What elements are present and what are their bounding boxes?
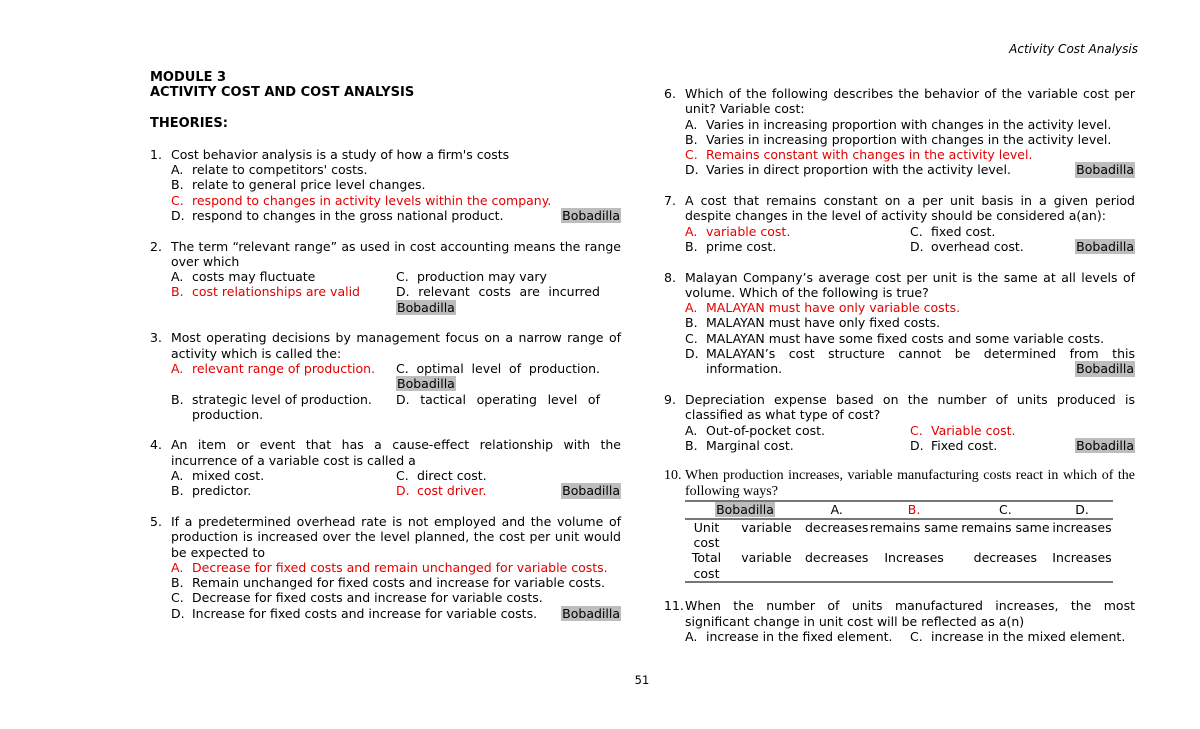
q10-col-a: A. (805, 501, 868, 518)
q6-option-d: D. Varies in direct proportion with the activity level. Bobadilla (685, 162, 1134, 178)
q9-option-a: A. Out-of-pocket cost. (685, 422, 826, 438)
page-number: 51 (634, 673, 650, 687)
q1-option-b: B. relate to general price level changes. (171, 177, 426, 193)
module-label: MODULE 3 (150, 70, 227, 85)
bobadilla-badge: Bobadilla (562, 605, 620, 621)
bobadilla-badge: Bobadilla (1076, 437, 1134, 453)
q4-option-d-answer: D. cost driver. Bobadilla (396, 483, 620, 499)
table-row: Total cost variable decreases Increases decreases Increases (685, 550, 1113, 582)
question-1: 1. Cost behavior analysis is a study of how a firm's costs (150, 146, 510, 162)
q5-option-c: C. Decrease for fixed costs and increase for variable costs. (171, 590, 543, 606)
q8-option-d: D. MALAYAN’s cost structure cannot be determined from this information. Bobadilla (685, 346, 1135, 377)
bobadilla-badge: Bobadilla (716, 502, 774, 518)
q2-option-b-answer: B. cost relationships are valid (171, 284, 360, 300)
q3-option-d: D. tactical operating level of (396, 391, 600, 407)
section-heading: THEORIES: (150, 116, 228, 132)
q7-option-d: D. overhead cost. Bobadilla (910, 238, 1134, 254)
q7-option-c: C. fixed cost. (910, 223, 996, 239)
question-11: 11. When the number of units manufactured increases, the most significant change in unit cost will be reflected as a(n) (664, 598, 1135, 629)
q7-option-a-answer: A. variable cost. (685, 223, 791, 239)
q5-option-d: D. Increase for fixed costs and increase for variable costs. Bobadilla (171, 605, 620, 621)
q11-option-a: A. increase in the fixed element. (685, 628, 893, 644)
q1-option-d: D. respond to changes in the gross national product. Bobadilla (171, 208, 620, 223)
q8-option-c: C. MALAYAN must have some fixed costs and some variable costs. (685, 330, 1105, 346)
q4-option-c: C. direct cost. (396, 468, 487, 484)
q8-option-b: B. MALAYAN must have only fixed costs. (685, 315, 941, 331)
q6-option-b: B. Varies in increasing proportion with changes in the activity level. (685, 131, 1112, 147)
question-4: 4. An item or event that has a cause-effect relationship with the incurrence of a variable cost is called a (150, 437, 621, 468)
q10-col-d: D. (1051, 501, 1113, 518)
question-2: 2. The term “relevant range” as used in cost accounting means the range over which (150, 238, 621, 269)
q9-option-c-answer: C. Variable cost. (910, 422, 1016, 438)
module-title: ACTIVITY COST AND COST ANALYSIS (150, 85, 415, 101)
q10-table-header (685, 501, 1113, 518)
q1-option-a: A. relate to competitors' costs. (171, 162, 368, 178)
q2-option-d: D. relevant costs are incurred Bobadilla (396, 284, 600, 315)
q9-option-b: B. Marginal cost. (685, 437, 794, 453)
q9-option-d: D. Fixed cost. Bobadilla (910, 437, 1134, 453)
bobadilla-badge: Bobadilla (1076, 238, 1134, 254)
bobadilla-badge: Bobadilla (1076, 162, 1134, 178)
q2-option-c: C. production may vary (396, 269, 547, 285)
q5-option-b: B. Remain unchanged for fixed costs and increase for variable costs. (171, 575, 605, 591)
q11-option-c: C. increase in the mixed element. (910, 628, 1126, 644)
q4-option-b: B. predictor. (171, 483, 252, 499)
q6-option-c-answer: C. Remains constant with changes in the activity level. (685, 147, 1033, 163)
running-header: Activity Cost Analysis (1009, 42, 1138, 56)
q4-option-a: A. mixed cost. (171, 468, 265, 484)
question-5: 5. If a predetermined overhead rate is not employed and the volume of production is increased over the level planned, the cost per unit would be expected to (150, 513, 621, 560)
q6-option-a: A. Varies in increasing proportion with changes in the activity level. (685, 116, 1112, 132)
q10-col-b-answer: B. (868, 501, 959, 518)
bobadilla-badge: Bobadilla (1076, 361, 1134, 377)
right-column (664, 86, 1135, 644)
q7-option-b: B. prime cost. (685, 238, 777, 254)
bobadilla-badge: Bobadilla (562, 208, 620, 223)
left-column (150, 70, 621, 621)
q3-option-b: B. strategic level of production. (171, 391, 372, 407)
q3-option-b-cont: production. (192, 406, 264, 422)
question-6: 6. Which of the following describes the behavior of the variable cost per unit? Variable cost: (664, 86, 1135, 117)
bobadilla-badge: Bobadilla (397, 376, 455, 392)
bobadilla-badge: Bobadilla (397, 299, 455, 315)
q3-option-c: C. optimal level of production. Bobadilla (396, 360, 600, 392)
question-3: 3. Most operating decisions by management focus on a narrow range of activity which is called the: (150, 330, 621, 361)
question-9: 9. Depreciation expense based on the number of units produced is classified as what type of cost? (664, 391, 1135, 423)
q5-option-a-answer: A. Decrease for fixed costs and remain unchanged for variable costs. (171, 559, 608, 575)
question-7: 7. A cost that remains constant on a per unit basis in a given period despite changes in the level of activity should be considered a(an): (664, 193, 1135, 224)
question-8: 8. Malayan Company’s average cost per unit is the same at all levels of volume. Which of the following is true? (664, 269, 1135, 300)
q8-option-a-answer: A. MALAYAN must have only variable costs. (685, 300, 961, 316)
bobadilla-badge: Bobadilla (562, 483, 620, 499)
q2-option-a: A. costs may fluctuate (171, 269, 316, 285)
q1-option-c-answer: C. respond to changes in activity levels within the company. (171, 192, 552, 208)
q10-col-c: C. (960, 501, 1051, 518)
table-row: Unit cost variable decreases remains same remains same increases (693, 519, 1112, 551)
q3-option-a-answer: A. relevant range of production. (171, 360, 376, 376)
question-10: 10. When production increases, variable manufacturing costs react in which of the following ways? (664, 468, 1135, 500)
q10-table (685, 500, 1113, 582)
